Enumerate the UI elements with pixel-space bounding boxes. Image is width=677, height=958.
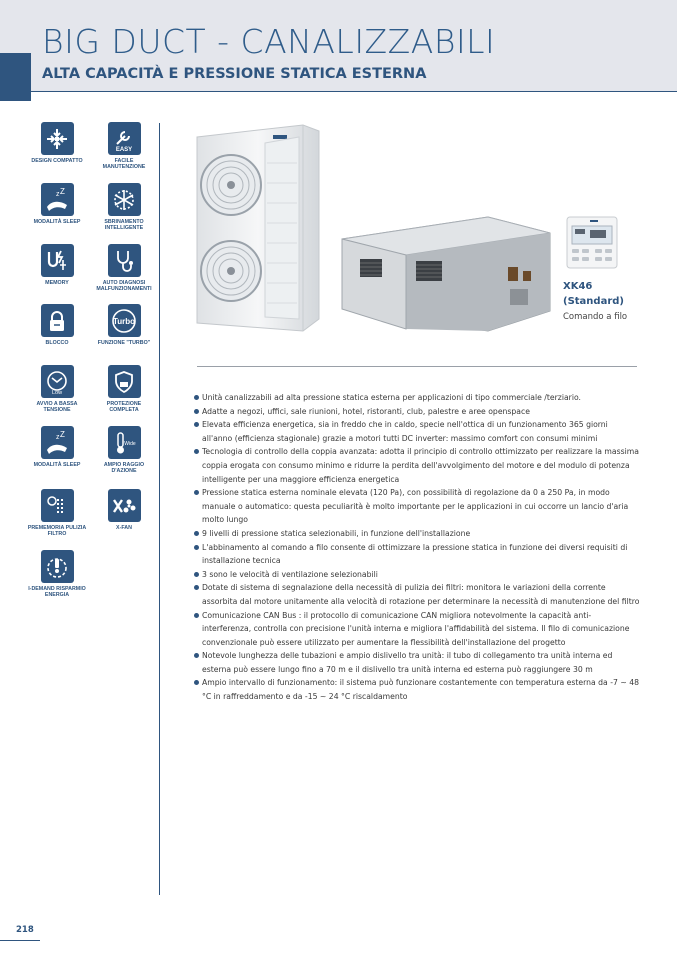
page-number-underline bbox=[0, 940, 40, 941]
x-fan-icon bbox=[108, 489, 141, 522]
list-item: Tecnologia di controllo della coppia avanzata: adotta il principio di controllo ottimizzato per realizzare la massima coppia erogata con consumo minimo e ridurre la perdita dell'avvolgimento del motore e del modulo di potenza intelligente per una maggiore efficienza energetica bbox=[194, 445, 640, 486]
svg-text:Low: Low bbox=[51, 389, 63, 395]
shield-icon bbox=[108, 365, 141, 398]
page-subtitle: ALTA CAPACITÀ E PRESSIONE STATICA ESTERNA bbox=[42, 66, 427, 82]
thermometer-icon bbox=[108, 426, 141, 459]
feature-label: MEMORY bbox=[45, 280, 69, 286]
feature-self-diagnosis bbox=[94, 244, 154, 293]
feature-lock bbox=[27, 304, 87, 346]
page-title: BIG DUCT - CANALIZZABILI bbox=[42, 22, 496, 61]
feature-easy-maintenance bbox=[94, 122, 154, 171]
feature-label: I-DEMAND RISPARMIO ENERGIA bbox=[28, 586, 86, 599]
feature-bullet-list bbox=[194, 391, 640, 704]
feature-label: BLOCCO bbox=[45, 340, 69, 346]
feature-label: AMPIO RAGGIO D'AZIONE bbox=[103, 462, 145, 475]
feature-memory bbox=[27, 244, 87, 286]
list-item: Adatte a negozi, uffici, sale riunioni, hotel, ristoranti, club, palestre e aree openspace bbox=[194, 405, 640, 419]
list-item: Pressione statica esterna nominale elevata (120 Pa), con possibilità di regolazione da 0 a 250 Pa, in modo manuale o automatico: questa peculiarità è molto importante per le applicazioni in cui occorre un lancio d'aria molto lungo bbox=[194, 486, 640, 527]
feature-label: DESIGN COMPATTO bbox=[31, 158, 83, 164]
indoor-duct-unit-image bbox=[338, 209, 553, 334]
list-item: Ampio intervallo di funzionamento: il sistema può funzionare costantemente con temperatura esterna da -7 ~ 48 °C in raffreddamento e da -15 ~ 24 °C riscaldamento bbox=[194, 676, 640, 703]
feature-energy-saving bbox=[27, 550, 87, 599]
svg-text:Turbo: Turbo bbox=[112, 316, 136, 326]
column-divider bbox=[159, 123, 160, 895]
controller-model-variant: (Standard) bbox=[563, 296, 624, 307]
easy-maintenance-icon bbox=[108, 122, 141, 155]
feature-label: SBRINAMENTO INTELLIGENTE bbox=[104, 219, 144, 232]
outdoor-unit-image bbox=[193, 123, 321, 333]
feature-sleep-mode-2 bbox=[27, 426, 87, 468]
controller-description: Comando a filo bbox=[563, 312, 628, 322]
energy-saving-icon bbox=[41, 550, 74, 583]
feature-label: AUTO DIAGNOSI MALFUNZIONAMENTI bbox=[96, 280, 152, 293]
feature-turbo bbox=[94, 304, 154, 346]
list-item: Comunicazione CAN Bus : il protocollo di comunicazione CAN migliora notevolmente la capacità anti-interferenza, controlla con precisione l'unità interna e migliora l'affidabilità del sistema. Il filo di comunicazione convenzionale può essere utilizzato per aumentare la flessibilità dell'installazione del progetto bbox=[194, 609, 640, 650]
list-item: Unità canalizzabili ad alta pressione statica esterna per applicazioni di tipo commerciale /terziario. bbox=[194, 391, 640, 405]
feature-label: PREMEMORIA PULIZIA FILTRO bbox=[27, 525, 87, 538]
feature-label: PROTEZIONE COMPLETA bbox=[106, 401, 142, 414]
list-item: 9 livelli di pressione statica selezionabili, in funzione dell'installazione bbox=[194, 527, 640, 541]
filter-icon bbox=[41, 489, 74, 522]
svg-text:EASY: EASY bbox=[115, 146, 133, 152]
section-separator bbox=[197, 366, 637, 367]
list-item: L'abbinamento al comando a filo consente di ottimizzare la pressione statica in funzione dei diversi requisiti di installazione tecnica bbox=[194, 541, 640, 568]
turbo-icon bbox=[108, 304, 141, 337]
list-item: Notevole lunghezza delle tubazioni e ampio dislivello tra unità: il tubo di collegamento tra unità interna ed esterna può essere lungo fino a 70 m e il dislivello tra unità interna ed esterna può raggiungere 30 m bbox=[194, 649, 640, 676]
page-number: 218 bbox=[16, 925, 34, 935]
feature-low-voltage-start bbox=[27, 365, 87, 414]
svg-text:z: z bbox=[56, 190, 60, 198]
list-item: 3 sono le velocità di ventilazione selezionabili bbox=[194, 568, 640, 582]
header-accent-tab bbox=[0, 53, 31, 101]
compact-design-icon bbox=[41, 122, 74, 155]
feature-full-protection bbox=[94, 365, 154, 414]
stethoscope-icon bbox=[108, 244, 141, 277]
sleep-icon bbox=[41, 183, 74, 216]
feature-sleep-mode bbox=[27, 183, 87, 225]
feature-label: FACILE MANUTENZIONE bbox=[102, 158, 146, 171]
wired-controller-image bbox=[566, 216, 618, 269]
feature-label: AVVIO A BASSA TENSIONE bbox=[36, 401, 78, 414]
controller-model bbox=[563, 279, 624, 309]
feature-label: X-FAN bbox=[116, 525, 132, 531]
list-item: Dotate di sistema di segnalazione della necessità di pulizia dei filtri: monitora le variazioni della corrente assorbita dal motore unitamente alla velocità di rotazione per determinare la necessità di manutenzione del filtro bbox=[194, 581, 640, 608]
svg-text:Z: Z bbox=[60, 429, 65, 439]
controller-model-code: XK46 bbox=[563, 281, 593, 292]
feature-x-fan bbox=[94, 489, 154, 531]
feature-smart-defrost bbox=[94, 183, 154, 232]
feature-label: FUNZIONE "TURBO" bbox=[97, 340, 151, 346]
svg-text:z: z bbox=[56, 433, 60, 441]
feature-wide-range bbox=[94, 426, 154, 475]
feature-label: MODALITÀ SLEEP bbox=[33, 462, 81, 468]
feature-compact-design bbox=[27, 122, 87, 164]
low-voltage-icon bbox=[41, 365, 74, 398]
list-item: Elevata efficienza energetica, sia in freddo che in caldo, specie nell'ottica di un funzionamento 365 giorni all'anno (efficienza stagionale) grazie a motori tutti DC inverter: massimo comfort con consumi minimi bbox=[194, 418, 640, 445]
sleep-icon bbox=[41, 426, 74, 459]
feature-label: MODALITÀ SLEEP bbox=[33, 219, 81, 225]
svg-text:Z: Z bbox=[60, 186, 65, 196]
svg-text:Wide: Wide bbox=[124, 440, 136, 447]
feature-filter-reminder bbox=[27, 489, 87, 538]
memory-icon bbox=[41, 244, 74, 277]
lock-icon bbox=[41, 304, 74, 337]
header-divider bbox=[31, 91, 677, 92]
snowflake-icon bbox=[108, 183, 141, 216]
